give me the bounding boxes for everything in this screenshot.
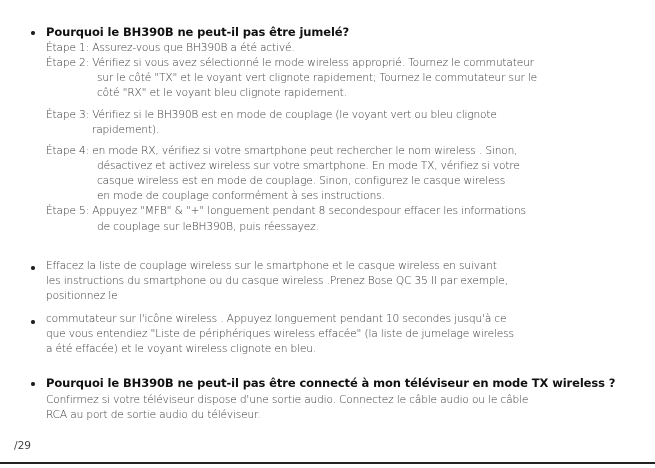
step-4-line: casque wireless est en mode de couplage. Sinon, configurez le casque wireless bbox=[97, 175, 506, 187]
step-2-line: Étape 2: Vérifiez si vous avez sélectionné le mode wireless approprié. Tournez le commutateur bbox=[46, 57, 534, 69]
clear-list-line: les instructions du smartphone ou du casque wireless .Prenez Bose QC 35 II par exemple, bbox=[46, 275, 508, 287]
step-5-line: Étape 5: Appuyez "MFB" & "+" longuement pendant 8 secondespour effacer les informations bbox=[46, 205, 526, 217]
tv-answer-line: RCA au port de sortie audio du téléviseur. bbox=[46, 409, 261, 421]
tv-answer-line: Confirmez si votre téléviseur dispose d'une sortie audio. Connectez le câble audio ou le câble bbox=[46, 394, 529, 406]
bullet-dot bbox=[31, 266, 35, 270]
bullet-dot bbox=[31, 382, 35, 386]
step-3-line: rapidement). bbox=[92, 124, 160, 136]
bullet-dot bbox=[31, 320, 35, 324]
step-5-line: de couplage sur leBH390B, puis réessayez. bbox=[97, 221, 319, 233]
step-4-line: en mode de couplage conformément à ses instructions. bbox=[97, 190, 385, 202]
step-2-line: sur le côté "TX" et le voyant vert clignote rapidement; Tournez le commutateur sur le bbox=[97, 72, 538, 84]
faq-question-pairing: Pourquoi le BH390B ne peut-il pas être jumelé? bbox=[46, 25, 350, 39]
switch-line: que vous entendiez "Liste de périphériques wireless effacée" (la liste de jumelage wireless bbox=[46, 328, 514, 340]
step-2-line: côté "RX" et le voyant bleu clignote rapidement. bbox=[97, 87, 347, 99]
step-4-line: désactivez et activez wireless sur votre smartphone. En mode TX, vérifiez si votre bbox=[97, 160, 520, 172]
switch-line: commutateur sur l'icône wireless . Appuyez longuement pendant 10 secondes jusqu'à ce bbox=[46, 313, 507, 325]
switch-line: a été effacée) et le voyant wireless clignote en bleu. bbox=[46, 343, 317, 355]
clear-list-line: Effacez la liste de couplage wireless sur le smartphone et le casque wireless en suivant bbox=[46, 260, 497, 272]
step-1-line: Étape 1: Assurez-vous que BH390B a été activé. bbox=[46, 42, 295, 54]
step-3-line: Étape 3: Vérifiez si le BH390B est en mode de couplage (le voyant vert ou bleu clignote bbox=[46, 109, 497, 121]
faq-question-tv: Pourquoi le BH390B ne peut-il pas être connecté à mon téléviseur en mode TX wireless ? bbox=[46, 376, 616, 390]
page-number: /29 bbox=[14, 440, 32, 452]
bullet-dot bbox=[31, 31, 35, 35]
footer-rule bbox=[0, 462, 655, 464]
clear-list-line: positionnez le bbox=[46, 290, 118, 302]
step-4-line: Étape 4: en mode RX, vérifiez si votre smartphone peut rechercher le nom wireless . Sinon, bbox=[46, 145, 518, 157]
